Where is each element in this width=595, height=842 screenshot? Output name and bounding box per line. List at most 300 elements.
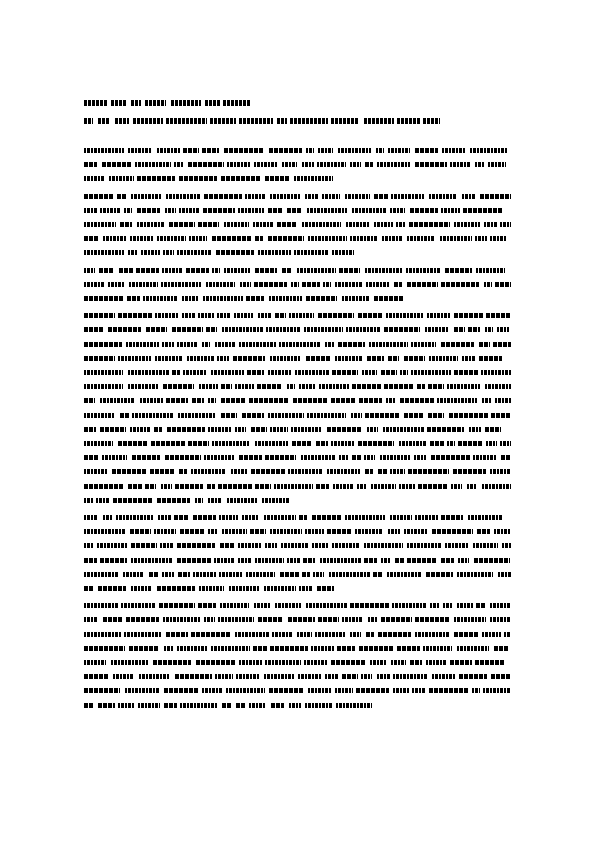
text-word <box>239 342 276 347</box>
text-word <box>84 469 108 474</box>
text-word <box>390 469 405 474</box>
text-word <box>239 455 262 460</box>
text-word <box>437 398 477 403</box>
text-word <box>158 515 171 520</box>
text-word <box>84 356 115 361</box>
body-text-line <box>84 603 511 608</box>
text-word <box>113 674 134 679</box>
text-word <box>249 703 266 708</box>
text-word <box>457 572 493 577</box>
text-word <box>281 543 308 548</box>
text-word <box>481 370 511 375</box>
text-word <box>427 313 451 318</box>
text-word <box>299 515 307 520</box>
text-word <box>298 674 322 679</box>
text-word <box>224 148 264 153</box>
text-word <box>145 484 156 489</box>
text-word <box>154 427 162 432</box>
text-word <box>346 327 381 332</box>
text-word <box>500 222 511 227</box>
text-word <box>164 688 199 693</box>
text-word <box>235 384 254 389</box>
text-word <box>269 296 302 301</box>
text-word <box>316 441 328 446</box>
text-word <box>302 222 341 227</box>
text-word <box>432 529 473 534</box>
text-word <box>450 162 470 167</box>
text-word <box>270 529 302 534</box>
text-word <box>429 356 458 361</box>
text-word <box>415 632 449 637</box>
text-word <box>458 558 469 563</box>
text-word <box>374 194 388 199</box>
text-word <box>84 370 123 375</box>
text-word <box>118 703 135 708</box>
text-word <box>491 674 511 679</box>
text-word <box>255 236 263 241</box>
text-word <box>192 398 204 403</box>
text-word <box>247 370 264 375</box>
text-word <box>289 703 301 708</box>
body-text-line <box>84 194 511 199</box>
text-word <box>126 342 159 347</box>
body-text-line <box>84 327 511 332</box>
text-word <box>352 455 361 460</box>
text-word <box>218 484 252 489</box>
text-word <box>325 342 335 347</box>
text-word <box>132 413 173 418</box>
text-word <box>160 543 173 548</box>
text-word <box>367 356 384 361</box>
text-word <box>175 674 212 679</box>
text-word <box>431 455 470 460</box>
text-word <box>441 282 479 287</box>
text-word <box>350 162 361 167</box>
text-word <box>333 484 354 489</box>
text-word <box>229 586 259 591</box>
text-word <box>445 543 469 548</box>
text-word <box>169 222 195 227</box>
text-word <box>418 484 447 489</box>
text-word <box>253 222 274 227</box>
text-word <box>268 236 304 241</box>
text-word <box>133 118 163 124</box>
text-word <box>270 356 301 361</box>
text-word <box>472 688 480 693</box>
text-word <box>339 455 349 460</box>
text-word <box>215 342 235 347</box>
text-word <box>264 674 295 679</box>
text-word <box>157 148 180 153</box>
text-word <box>462 194 476 199</box>
text-word <box>254 603 270 608</box>
text-word <box>373 572 383 577</box>
text-word <box>84 427 96 432</box>
text-word <box>137 176 175 181</box>
text-word <box>224 268 250 273</box>
body-text-line <box>84 543 511 548</box>
text-word <box>291 282 299 287</box>
text-word <box>294 176 333 181</box>
text-word <box>208 398 216 403</box>
text-word <box>501 455 511 460</box>
text-word <box>335 282 363 287</box>
text-word <box>411 342 436 347</box>
text-word <box>365 469 373 474</box>
text-word <box>99 268 114 273</box>
text-word <box>495 398 511 403</box>
text-word <box>454 617 486 622</box>
text-word <box>137 222 165 227</box>
text-word <box>430 603 439 608</box>
text-word <box>388 148 410 153</box>
text-word <box>270 194 300 199</box>
text-word <box>484 282 492 287</box>
text-word <box>100 398 135 403</box>
text-word <box>128 250 138 255</box>
text-word <box>242 413 264 418</box>
text-word <box>415 148 438 153</box>
text-word <box>84 236 99 241</box>
text-word <box>295 370 329 375</box>
text-word <box>84 398 95 403</box>
text-word <box>84 572 119 577</box>
text-word <box>84 703 93 708</box>
text-word <box>441 342 474 347</box>
text-word <box>318 313 354 318</box>
text-word <box>221 176 261 181</box>
text-word <box>365 268 402 273</box>
text-word <box>290 118 328 124</box>
text-word <box>118 356 151 361</box>
text-word <box>338 148 371 153</box>
text-word <box>218 617 254 622</box>
text-word <box>203 296 243 301</box>
text-word <box>221 413 237 418</box>
text-word <box>323 282 331 287</box>
header-line <box>84 100 254 105</box>
text-word <box>128 370 169 375</box>
text-word <box>139 674 170 679</box>
text-word <box>255 484 271 489</box>
text-word <box>84 296 124 301</box>
text-word <box>288 617 315 622</box>
text-word <box>302 162 314 167</box>
text-word <box>202 342 210 347</box>
text-word <box>313 572 324 577</box>
text-word <box>288 469 323 474</box>
text-word <box>449 413 488 418</box>
text-word <box>155 356 182 361</box>
text-word <box>84 208 97 213</box>
body-text-line <box>84 632 511 637</box>
text-word <box>312 515 341 520</box>
text-word <box>262 498 290 503</box>
text-word <box>84 250 124 255</box>
text-word <box>172 370 180 375</box>
text-word <box>365 413 399 418</box>
text-word <box>480 194 511 199</box>
text-word <box>179 469 187 474</box>
text-word <box>400 370 408 375</box>
text-word <box>125 688 159 693</box>
text-word <box>365 162 373 167</box>
text-word <box>277 222 297 227</box>
text-word <box>367 427 378 432</box>
text-word <box>423 646 452 651</box>
body-text-line <box>84 515 511 520</box>
text-word <box>222 703 231 708</box>
text-word <box>407 282 438 287</box>
text-word <box>331 398 356 403</box>
text-word <box>483 688 511 693</box>
text-word <box>171 100 201 106</box>
text-word <box>84 342 122 347</box>
text-word <box>404 413 423 418</box>
text-word <box>342 674 358 679</box>
text-word <box>397 118 420 124</box>
text-word <box>355 529 383 534</box>
text-word <box>141 250 160 255</box>
text-word <box>84 484 123 489</box>
text-word <box>126 617 159 622</box>
text-word <box>486 313 511 318</box>
text-word <box>486 441 497 446</box>
text-word <box>84 282 104 287</box>
text-word <box>450 660 472 665</box>
text-word <box>130 427 150 432</box>
text-word <box>116 515 154 520</box>
text-word <box>249 398 288 403</box>
text-word <box>430 441 444 446</box>
text-word <box>84 441 113 446</box>
text-word <box>490 469 511 474</box>
text-word <box>266 327 300 332</box>
text-word <box>362 370 377 375</box>
text-word <box>415 617 449 622</box>
text-word <box>303 558 315 563</box>
text-word <box>238 558 252 563</box>
text-word <box>470 148 508 153</box>
text-word <box>157 236 186 241</box>
text-word <box>245 194 265 199</box>
text-word <box>178 413 216 418</box>
text-word <box>345 515 385 520</box>
text-word <box>206 327 217 332</box>
text-word <box>442 148 465 153</box>
text-word <box>441 208 460 213</box>
text-word <box>167 427 205 432</box>
text-word <box>451 484 462 489</box>
text-word <box>193 515 216 520</box>
text-word <box>306 148 314 153</box>
body-text-line <box>84 222 511 227</box>
text-word <box>475 236 487 241</box>
text-word <box>301 455 335 460</box>
text-word <box>361 674 372 679</box>
text-word <box>113 498 152 503</box>
text-word <box>224 222 249 227</box>
text-word <box>204 455 234 460</box>
text-word <box>406 268 440 273</box>
text-word <box>390 515 412 520</box>
text-word <box>364 118 394 124</box>
text-word <box>282 162 297 167</box>
text-word <box>386 398 396 403</box>
text-word <box>279 342 320 347</box>
text-word <box>166 194 200 199</box>
text-word <box>384 384 413 389</box>
body-text-line <box>84 356 511 361</box>
text-word <box>463 208 502 213</box>
body-text-line <box>84 148 511 153</box>
text-word <box>84 603 118 608</box>
text-word <box>183 370 206 375</box>
text-word <box>268 370 292 375</box>
text-word <box>84 660 106 665</box>
text-word <box>366 632 374 637</box>
text-word <box>359 646 394 651</box>
text-word <box>474 558 510 563</box>
text-word <box>462 356 475 361</box>
text-word <box>255 558 284 563</box>
text-word <box>258 617 283 622</box>
text-word <box>242 515 259 520</box>
text-word <box>358 441 394 446</box>
text-word <box>161 282 201 287</box>
text-word <box>350 236 378 241</box>
text-word <box>306 356 331 361</box>
text-word <box>312 543 328 548</box>
text-word <box>270 427 288 432</box>
text-word <box>366 282 390 287</box>
text-word <box>350 603 389 608</box>
text-word <box>490 617 511 622</box>
text-word <box>202 148 219 153</box>
text-word <box>359 398 382 403</box>
text-word <box>399 484 415 489</box>
text-word <box>497 327 509 332</box>
text-word <box>428 413 444 418</box>
text-word <box>217 313 230 318</box>
body-text-line <box>84 313 511 318</box>
text-word <box>164 703 177 708</box>
text-word <box>388 356 399 361</box>
text-word <box>291 427 322 432</box>
text-word <box>250 529 266 534</box>
text-word <box>131 586 152 591</box>
text-word <box>135 162 171 167</box>
text-word <box>183 148 199 153</box>
text-word <box>491 413 511 418</box>
text-word <box>146 327 167 332</box>
text-word <box>206 282 235 287</box>
body-text-line <box>84 236 511 241</box>
text-word <box>151 441 185 446</box>
text-word <box>490 603 511 608</box>
text-word <box>339 268 360 273</box>
text-word <box>166 398 188 403</box>
text-word <box>495 282 511 287</box>
text-word <box>84 617 98 622</box>
text-word <box>238 208 264 213</box>
text-word <box>277 118 287 124</box>
text-word <box>198 222 219 227</box>
text-word <box>374 296 403 301</box>
text-word <box>223 100 250 106</box>
body-text-line <box>84 703 372 708</box>
text-word <box>473 543 498 548</box>
text-word <box>351 413 362 418</box>
text-word <box>220 543 234 548</box>
text-word <box>307 413 346 418</box>
text-word <box>454 222 480 227</box>
text-word <box>275 313 286 318</box>
text-word <box>370 660 386 665</box>
text-word <box>236 703 245 708</box>
text-word <box>302 572 310 577</box>
text-word <box>325 674 339 679</box>
text-word <box>299 586 312 591</box>
text-word <box>287 558 300 563</box>
text-word <box>123 572 144 577</box>
text-word <box>145 100 166 106</box>
text-word <box>131 100 141 106</box>
text-word <box>188 441 209 446</box>
text-word <box>84 529 125 534</box>
text-word <box>231 469 247 474</box>
text-word <box>425 327 449 332</box>
text-word <box>84 118 93 124</box>
text-word <box>404 529 427 534</box>
text-word <box>211 646 250 651</box>
text-word <box>327 529 351 534</box>
text-word <box>84 558 97 563</box>
text-word <box>163 384 194 389</box>
text-word <box>155 313 178 318</box>
text-word <box>457 603 473 608</box>
body-text-line <box>84 674 511 679</box>
text-word <box>221 398 245 403</box>
text-word <box>269 688 304 693</box>
body-text-line <box>84 342 511 347</box>
text-word <box>100 427 126 432</box>
text-word <box>119 268 133 273</box>
text-word <box>96 498 110 503</box>
text-word <box>150 469 174 474</box>
text-word <box>103 236 127 241</box>
text-word <box>162 342 174 347</box>
text-word <box>331 118 359 124</box>
text-word <box>128 384 158 389</box>
text-word <box>120 222 132 227</box>
text-word <box>338 342 365 347</box>
text-word <box>180 529 205 534</box>
text-word <box>103 617 122 622</box>
text-word <box>304 660 328 665</box>
body-text-line <box>84 370 511 375</box>
text-word <box>178 572 190 577</box>
body-text-line <box>84 384 511 389</box>
text-word <box>494 529 511 534</box>
text-word <box>177 543 215 548</box>
text-word <box>161 484 172 489</box>
text-word <box>131 194 161 199</box>
text-word <box>498 572 511 577</box>
text-word <box>410 660 422 665</box>
text-word <box>415 515 438 520</box>
text-word <box>441 515 463 520</box>
